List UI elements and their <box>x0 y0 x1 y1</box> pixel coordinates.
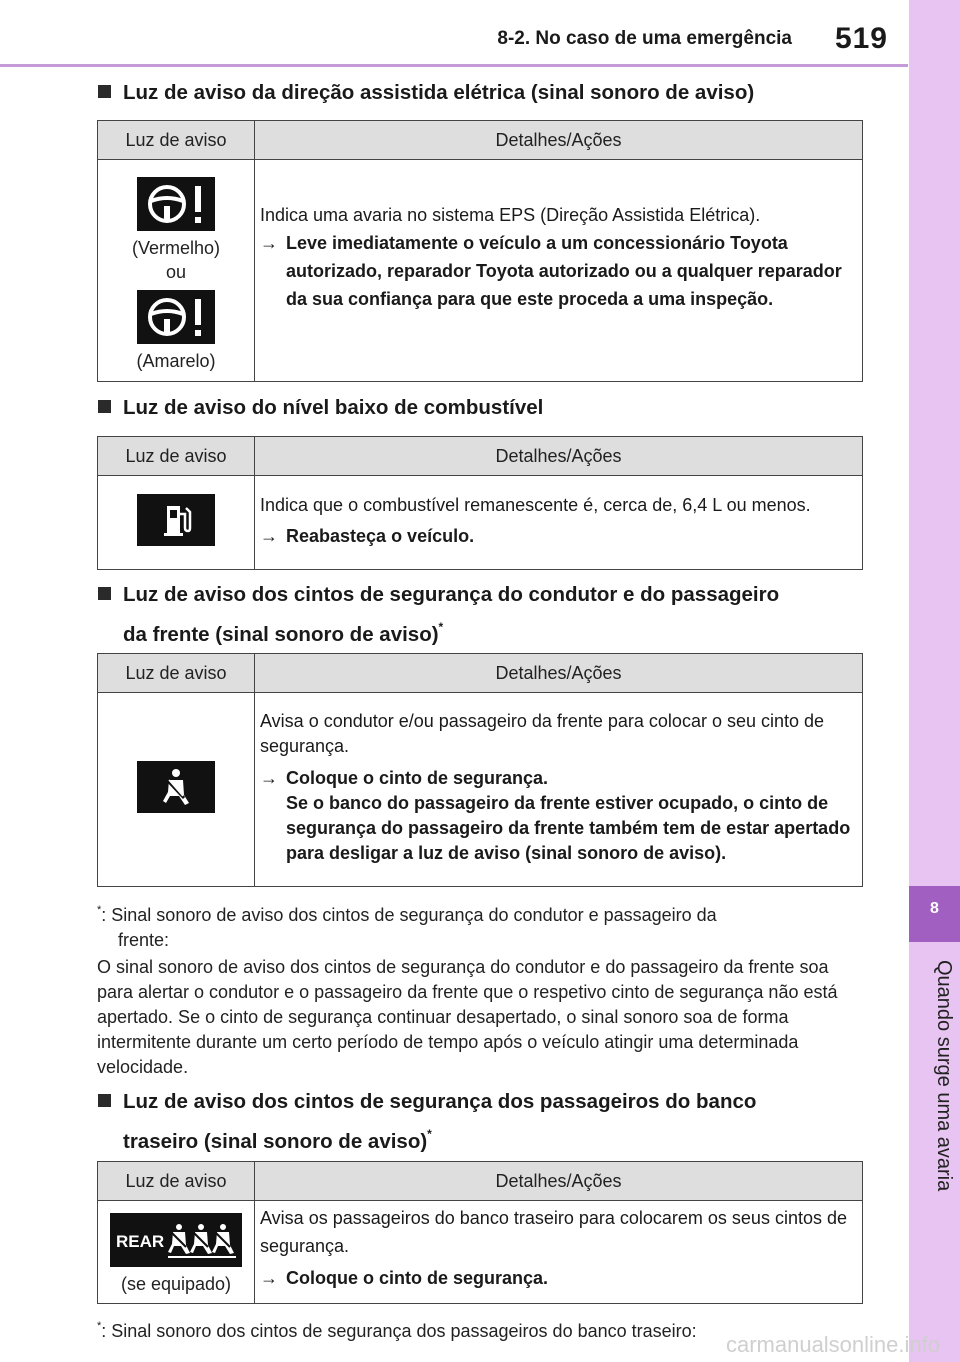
details-cell <box>255 476 863 570</box>
details-text: Indica que o combustível remanescente é, cerca de, 6,4 L ou menos. <box>260 494 811 515</box>
lamp-cell <box>98 1201 255 1304</box>
table-fuel <box>97 436 863 570</box>
lamp-cell <box>98 476 255 570</box>
details-cell <box>255 160 863 382</box>
fuel-pump-icon <box>137 494 215 546</box>
rear-label: REAR <box>116 1231 165 1251</box>
bullet-square-icon <box>98 1094 111 1107</box>
heading-rear-seatbelt: Luz de aviso dos cintos de segurança dos passageiros do banco traseiro (sinal sonoro de aviso)* <box>98 1085 756 1158</box>
section-title: 8-2. No caso de uma emergência <box>497 28 792 49</box>
action-line <box>260 524 854 549</box>
steering-warning-icon <box>137 290 215 344</box>
heading-fuel: Luz de aviso do nível baixo de combustível <box>98 391 543 424</box>
col-header-lamp: Luz de aviso <box>98 437 255 476</box>
page-header <box>0 0 908 66</box>
action-text: Reabasteça o veículo. <box>286 525 475 546</box>
footnote-rear: *: Sinal sonoro dos cintos de segurança dos passageiros do banco traseiro: <box>97 1320 697 1341</box>
action-text: Leve imediatamente o veículo a um concessionário Toyota autorizado, reparador Toyota autorizado ou a qualquer reparador da sua confiança para que este proceda a uma inspeção. <box>286 232 842 309</box>
action-text: Coloque o cinto de segurança. <box>286 1268 549 1288</box>
arrow-icon: → <box>260 768 278 788</box>
footnote-front: *: Sinal sonoro de aviso dos cintos de segurança do condutor e passageiro da frente: <box>97 904 717 950</box>
steering-warning-icon <box>137 177 215 231</box>
action-line <box>260 229 854 313</box>
bullet-square-icon <box>98 85 111 98</box>
col-header-details: Detalhes/Ações <box>255 437 863 476</box>
details-cell <box>255 693 863 887</box>
details-text: Avisa os passageiros do banco traseiro para colocarem os seus cintos de segurança. <box>260 1208 847 1256</box>
action-line <box>260 766 854 866</box>
caption-amber: (Amarelo) <box>136 350 216 371</box>
chapter-number: 8 <box>930 900 939 917</box>
chapter-label: Quando surge uma avaria <box>933 960 955 1192</box>
table-eps <box>97 120 863 382</box>
arrow-icon: → <box>260 1268 278 1288</box>
header-rule <box>0 64 908 67</box>
details-text: Avisa o condutor e/ou passageiro da frente para colocar o seu cinto de segurança. <box>260 711 825 756</box>
lamp-cell <box>98 693 255 887</box>
caption-equipped: (se equipado) <box>120 1273 232 1294</box>
col-header-lamp: Luz de aviso <box>98 121 255 160</box>
rear-seatbelt-icon <box>110 1213 242 1267</box>
caption-red: (Vermelho) <box>131 237 221 258</box>
page-number: 519 <box>834 22 888 55</box>
heading-eps: Luz de aviso da direção assistida elétrica (sinal sonoro de aviso) <box>98 76 754 109</box>
arrow-icon: → <box>260 232 278 253</box>
arrow-icon: → <box>260 525 278 546</box>
watermark: carmanualsonline.info <box>725 1332 940 1357</box>
details-text: Indica uma avaria no sistema EPS (Direção Assistida Elétrica). <box>260 204 761 225</box>
table-front-seatbelt <box>97 653 863 887</box>
lamp-cell <box>98 160 255 382</box>
col-header-lamp: Luz de aviso <box>98 654 255 693</box>
bullet-square-icon <box>98 400 111 413</box>
bullet-square-icon <box>98 587 111 600</box>
action-note: Se o banco do passageiro da frente estiver ocupado, o cinto de segurança do passageiro da frente também tem de estar apertado para desligar a luz de aviso (sinal sonoro de aviso). <box>286 793 851 863</box>
seatbelt-icon <box>137 761 215 813</box>
action-line <box>260 1264 854 1292</box>
col-header-details: Detalhes/Ações <box>255 121 863 160</box>
col-header-details: Detalhes/Ações <box>255 654 863 693</box>
col-header-details: Detalhes/Ações <box>255 1162 863 1201</box>
col-header-lamp: Luz de aviso <box>98 1162 255 1201</box>
heading-front-seatbelt: Luz de aviso dos cintos de segurança do condutor e do passageiro da frente (sinal sonoro de aviso)* <box>98 578 779 651</box>
seatbelt-paragraph: O sinal sonoro de aviso dos cintos de segurança do condutor e do passageiro da frente soa para alertar o condutor e o passageiro da frente que o respetivo cinto de segurança não está apertado. Se o cinto de segurança continuar desapertado, o sinal sonoro soa de forma intermitente durante um certo período de tempo após o veículo atingir uma determinada velocidade. <box>97 957 838 1077</box>
caption-or: ou <box>165 261 187 282</box>
table-rear-seatbelt <box>97 1161 863 1304</box>
action-text: Coloque o cinto de segurança. <box>286 768 549 788</box>
details-cell <box>255 1201 863 1304</box>
